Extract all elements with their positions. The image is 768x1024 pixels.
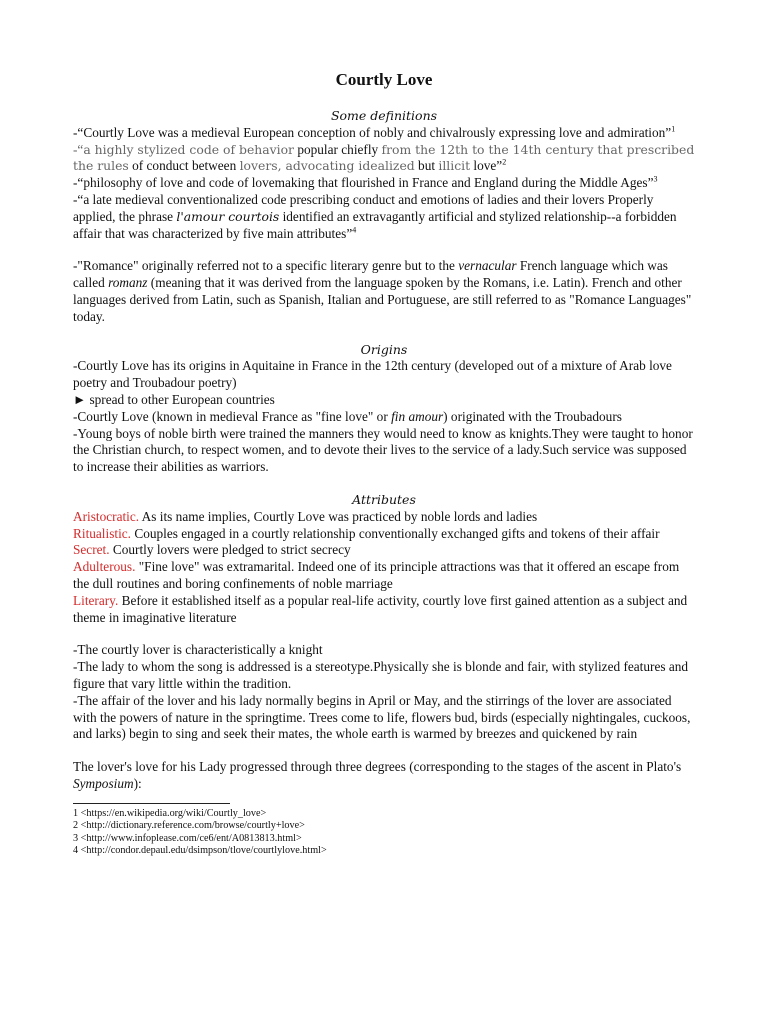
- footnotes: [73, 808, 695, 858]
- degrees-paragraph: The lover's love for his Lady progressed through three degrees (corresponding to the stages of the ascent in Plato's Symposium):: [73, 759, 682, 791]
- attribute-ritualistic: Ritualistic. Couples engaged in a courtly relationship conventionally exchanged gifts and tokens of their affair: [73, 525, 660, 541]
- footnote-1[interactable]: 1 <https://en.wikipedia.org/wiki/Courtly_love>: [73, 807, 267, 819]
- origins-3: -Courtly Love (known in medieval France as "fine love" or fin amour) originated with the Troubadours: [73, 408, 622, 424]
- attribute-aristocratic: Aristocratic. As its name implies, Courtly Love was practiced by noble lords and ladies: [73, 508, 538, 524]
- attribute-adulterous: Adulterous. "Fine love" was extramarital. Indeed one of its principle attractions was that it offered an escape from the dull routines and boring confinements of noble marriage: [73, 559, 680, 591]
- romance-paragraph: -"Romance" originally referred not to a specific literary genre but to the vernacular French language which was called romanz (meaning that it was derived from the language spoken by the Romans, i.e. Latin). French and other languages derived from Latin, such as Spanish, Italian and Portuguese, are still referred to as "Romance Languages" today.: [73, 258, 692, 324]
- footnote-4[interactable]: 4 <http://condor.depaul.edu/dsimpson/tlove/courtlylove.html>: [73, 845, 327, 857]
- origins-1: -Courtly Love has its origins in Aquitaine in France in the 12th century (developed out of a mixture of Arab love poetry and Troubadour poetry): [73, 358, 672, 391]
- section-heading-definitions: Some definitions: [330, 108, 438, 123]
- attribute-secret: Secret. Courtly lovers were pledged to strict secrecy: [73, 542, 351, 558]
- footnote-ref-2: 2: [502, 157, 507, 167]
- footnote-ref-3: 3: [653, 174, 658, 184]
- section-heading-attributes: Attributes: [352, 491, 416, 507]
- lover-2: -The lady to whom the song is addressed is a stereotype.Physically she is blonde and fair, with stylized features and figure that vary little within the tradition.: [73, 659, 689, 691]
- footnote-ref-4: 4: [352, 225, 357, 235]
- definition-4: -“a late medieval conventionalized code prescribing conduct and emotions of ladies and their lovers Properly applied, the phrase l'amour courtois identified an extravagantly artificial and stylized relationship--a forbidden affair that was characterized by five main attributes”$^4$: [73, 191, 677, 241]
- definition-2: -“a highly stylized code of behavior popular chiefly from the 12th to the 14th century that prescribed the rules of conduct between lovers, advocating idealized but illicit love”$^2$: [73, 141, 695, 174]
- page-title: Courtly Love: [335, 70, 433, 89]
- footnote-ref-1: 1: [671, 124, 676, 134]
- origins-4: -Young boys of noble birth were trained the manners they would need to know as knights.They were taught to honor the Christian church, to respect women, and to devote their lives to the service of a lady.Such service was supposed to increase their abilities as warriors.: [73, 425, 693, 475]
- footnote-2[interactable]: 2 <http://dictionary.reference.com/browse/courtly+love>: [73, 820, 305, 832]
- origins-2: ► spread to other European countries: [73, 391, 275, 407]
- definition-1: -“Courtly Love was a medieval European conception of nobly and chivalrously expressing love and admiration”$^1$: [73, 124, 676, 140]
- footnote-3[interactable]: 3 <http://www.infoplease.com/ce6/ent/A0813813.html>: [73, 832, 302, 844]
- attribute-literary: Literary. Before it established itself as a popular real-life activity, courtly love first gained attention as a subject and theme in imaginative literature: [73, 592, 688, 625]
- definition-3: -“philosophy of love and code of lovemaking that flourished in France and England during the Middle Ages”$^3$: [73, 174, 658, 191]
- lover-1: -The courtly lover is characteristically a knight: [73, 642, 323, 658]
- section-heading-origins: Origins: [360, 341, 408, 357]
- footnote-divider: [73, 803, 230, 804]
- lover-3: -The affair of the lover and his lady normally begins in April or May, and the stirrings of the lover are associated with the powers of nature in the springtime. Trees come to life, flowers bud, birds (especially nightingales, cuckoos, and larks) begin to sing and seek their mates, the whole earth is warmed by breezes and quickened by rain: [73, 692, 691, 742]
